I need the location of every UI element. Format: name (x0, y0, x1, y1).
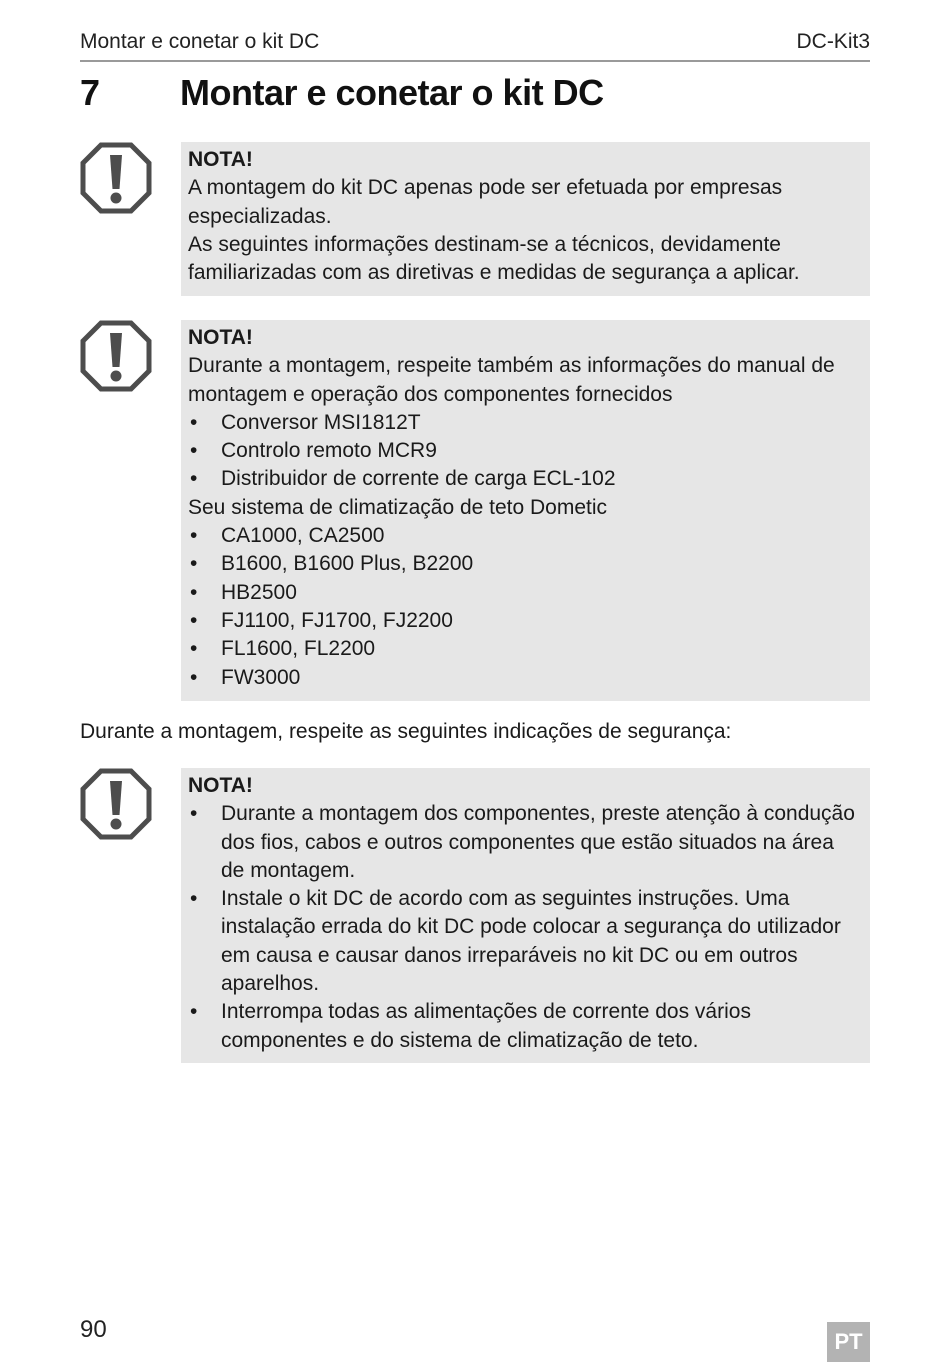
exclamation-octagon-icon (80, 320, 152, 392)
chapter-number: 7 (80, 72, 101, 113)
note-text: Durante a montagem, respeite também as informações do manual de montagem e operação dos componentes fornecidos (188, 354, 835, 406)
running-header (80, 28, 870, 62)
exclamation-octagon-icon (80, 768, 152, 840)
list-item: • Conversor MSI1812T (188, 409, 860, 437)
list-item: • Instale o kit DC de acordo com as seguintes instruções. Uma instalação errada do kit DC pode colocar a segurança do utilizador em causa e causar danos irreparáveis no kit DC ou em outros aparelhos. (188, 885, 860, 998)
page-number: 90 (80, 1316, 107, 1343)
list-item: • HB2500 (188, 579, 860, 607)
note-title: NOTA! (188, 326, 253, 349)
header-section-title: Montar e conetar o kit DC (80, 30, 320, 53)
list-item: • FL1600, FL2200 (188, 635, 860, 663)
list-item: • FJ1100, FJ1700, FJ2200 (188, 607, 860, 635)
chapter-heading (80, 72, 870, 122)
list-item: • Durante a montagem dos componentes, preste atenção à condução dos fios, cabos e outros componentes que estão situados na área de montagem. (188, 800, 860, 885)
note-box-2 (181, 320, 870, 701)
exclamation-octagon-icon (80, 142, 152, 214)
component-list (188, 409, 860, 494)
note-text: As seguintes informações destinam-se a técnicos, devidamente familiarizadas com as diretivas e medidas de segurança a aplicar. (188, 232, 800, 285)
note-text: Seu sistema de climatização de teto Dometic (188, 495, 608, 519)
language-badge: PT (827, 1322, 870, 1362)
note-box-3 (181, 768, 870, 1063)
list-item: • FW3000 (188, 664, 860, 692)
chapter-title: Montar e conetar o kit DC (180, 72, 604, 113)
header-product-name: DC-Kit3 (796, 30, 870, 53)
note-box-1 (181, 142, 870, 296)
note-title: NOTA! (188, 774, 253, 797)
model-list (188, 522, 860, 692)
list-item: • Distribuidor de corrente de carga ECL-102 (188, 465, 860, 493)
note-title: NOTA! (188, 148, 253, 171)
list-item: • B1600, B1600 Plus, B2200 (188, 550, 860, 578)
note-text: A montagem do kit DC apenas pode ser efetuada por empresas especializadas. (188, 176, 783, 228)
list-item: • Interrompa todas as alimentações de corrente dos vários componentes e do sistema de climatização de teto. (188, 998, 860, 1055)
safety-intro-paragraph: Durante a montagem, respeite as seguintes indicações de segurança: (80, 720, 732, 743)
safety-list (188, 800, 860, 1055)
list-item: • CA1000, CA2500 (188, 522, 860, 550)
list-item: • Controlo remoto MCR9 (188, 437, 860, 465)
